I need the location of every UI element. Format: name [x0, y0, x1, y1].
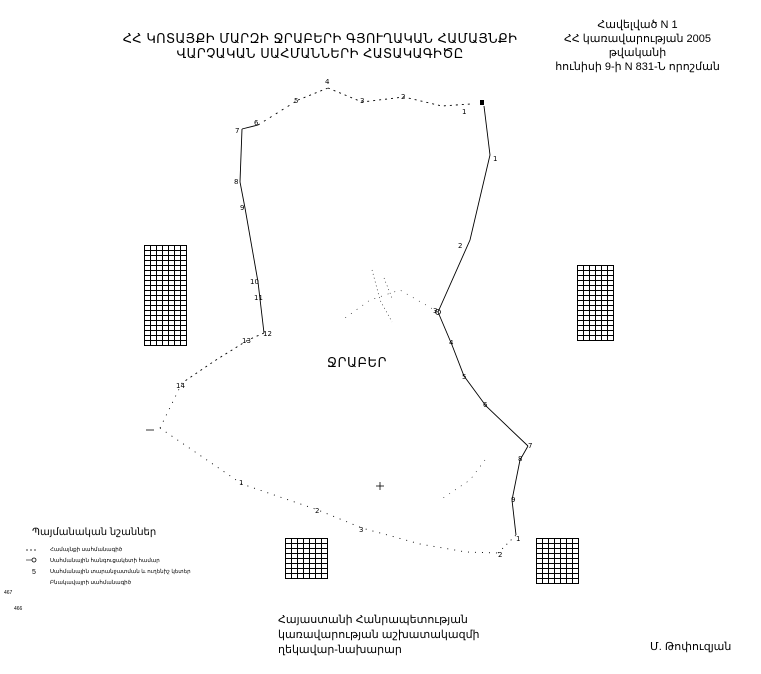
point-label: 5 — [294, 97, 299, 105]
legend-item: Սահմանային տարանջատման և ուղենիշ կետեր — [50, 569, 191, 575]
village-label: ՋՐԱԲԵՐ — [327, 356, 388, 371]
point-label: 6 — [254, 119, 259, 127]
point-label: 8 — [234, 178, 239, 186]
sheet-number-a: 467 — [4, 590, 13, 596]
point-label: 13 — [242, 337, 251, 345]
point-label: 14 — [176, 382, 185, 390]
point-label: 1 — [516, 535, 521, 543]
legend-title: Պայմանական նշաններ — [32, 527, 157, 538]
point-label: 12 — [263, 330, 272, 338]
point-label: 1 — [462, 108, 467, 116]
point-label: 7 — [235, 127, 240, 135]
legend-item: Համայնքի սահմանագիծ — [50, 547, 123, 553]
legend-item: Սահմանային հանգուցակետի համար — [50, 558, 160, 564]
point-label: 1 — [239, 479, 244, 487]
coordinate-table-bottom-left — [285, 538, 328, 579]
signatory-line1: Հայաստանի Հանրապետության — [278, 614, 468, 626]
point-label: 9 — [240, 204, 245, 212]
annex-line3: հունիսի 9-ի N 831-Ն որոշման — [555, 61, 720, 73]
point-label: 8 — [518, 455, 523, 463]
legend-symbols — [22, 544, 52, 604]
signatory-line2: կառավարության աշխատակազմի — [278, 629, 480, 641]
point-label: 4 — [325, 78, 330, 86]
annex-line1: Հավելված N 1 — [597, 19, 678, 31]
map-title-line2: ՎԱՐՉԱԿԱՆ ՍԱՀՄԱՆՆԵՐԻ ՀԱՏԱԿԱԳԻԾԸ — [176, 47, 464, 62]
point-label: 2 — [315, 507, 320, 515]
point-label: 5 — [462, 373, 467, 381]
point-label: 6 — [483, 401, 488, 409]
point-label: 2 — [401, 93, 406, 101]
map-title-line1: ՀՀ ԿՈՏԱՅՔԻ ՄԱՐԶԻ ՋՐԱԲԵՐԻ ԳՅՈՒՂԱԿԱՆ ՀԱՄԱՅՆՔԻ — [122, 32, 518, 47]
coordinate-table-left — [144, 245, 187, 346]
annex-line2: ՀՀ կառավարության 2005 թվականի — [563, 33, 712, 59]
point-label: 4 — [449, 339, 454, 347]
legend — [22, 527, 252, 604]
point-label: 1 — [493, 155, 498, 163]
signatory-name: Մ. Թոփուզյան — [650, 641, 732, 653]
coordinate-table-bottom-right — [536, 538, 579, 584]
point-label: 7 — [528, 442, 533, 450]
point-label: 2 — [458, 242, 463, 250]
cross-marks — [146, 430, 384, 490]
coordinate-table-right — [577, 265, 614, 341]
point-label: 10 — [250, 278, 259, 286]
signatory-block — [278, 613, 508, 658]
legend-item: Բնակավայրի սահմանագիծ — [50, 580, 132, 586]
point-label: 3 — [359, 526, 364, 534]
point-label: 3 — [433, 307, 438, 315]
point-label: 3 — [360, 97, 365, 105]
boundary-marker — [480, 100, 484, 105]
sheet-number-b: 466 — [14, 606, 23, 612]
signatory-line3: ղեկավար-նախարար — [278, 644, 402, 656]
community-boundary — [160, 88, 528, 553]
legend-marker-5: 5 — [32, 569, 36, 576]
point-label: 11 — [254, 294, 263, 302]
point-label: 2 — [498, 551, 503, 559]
point-label: 9 — [511, 496, 516, 504]
